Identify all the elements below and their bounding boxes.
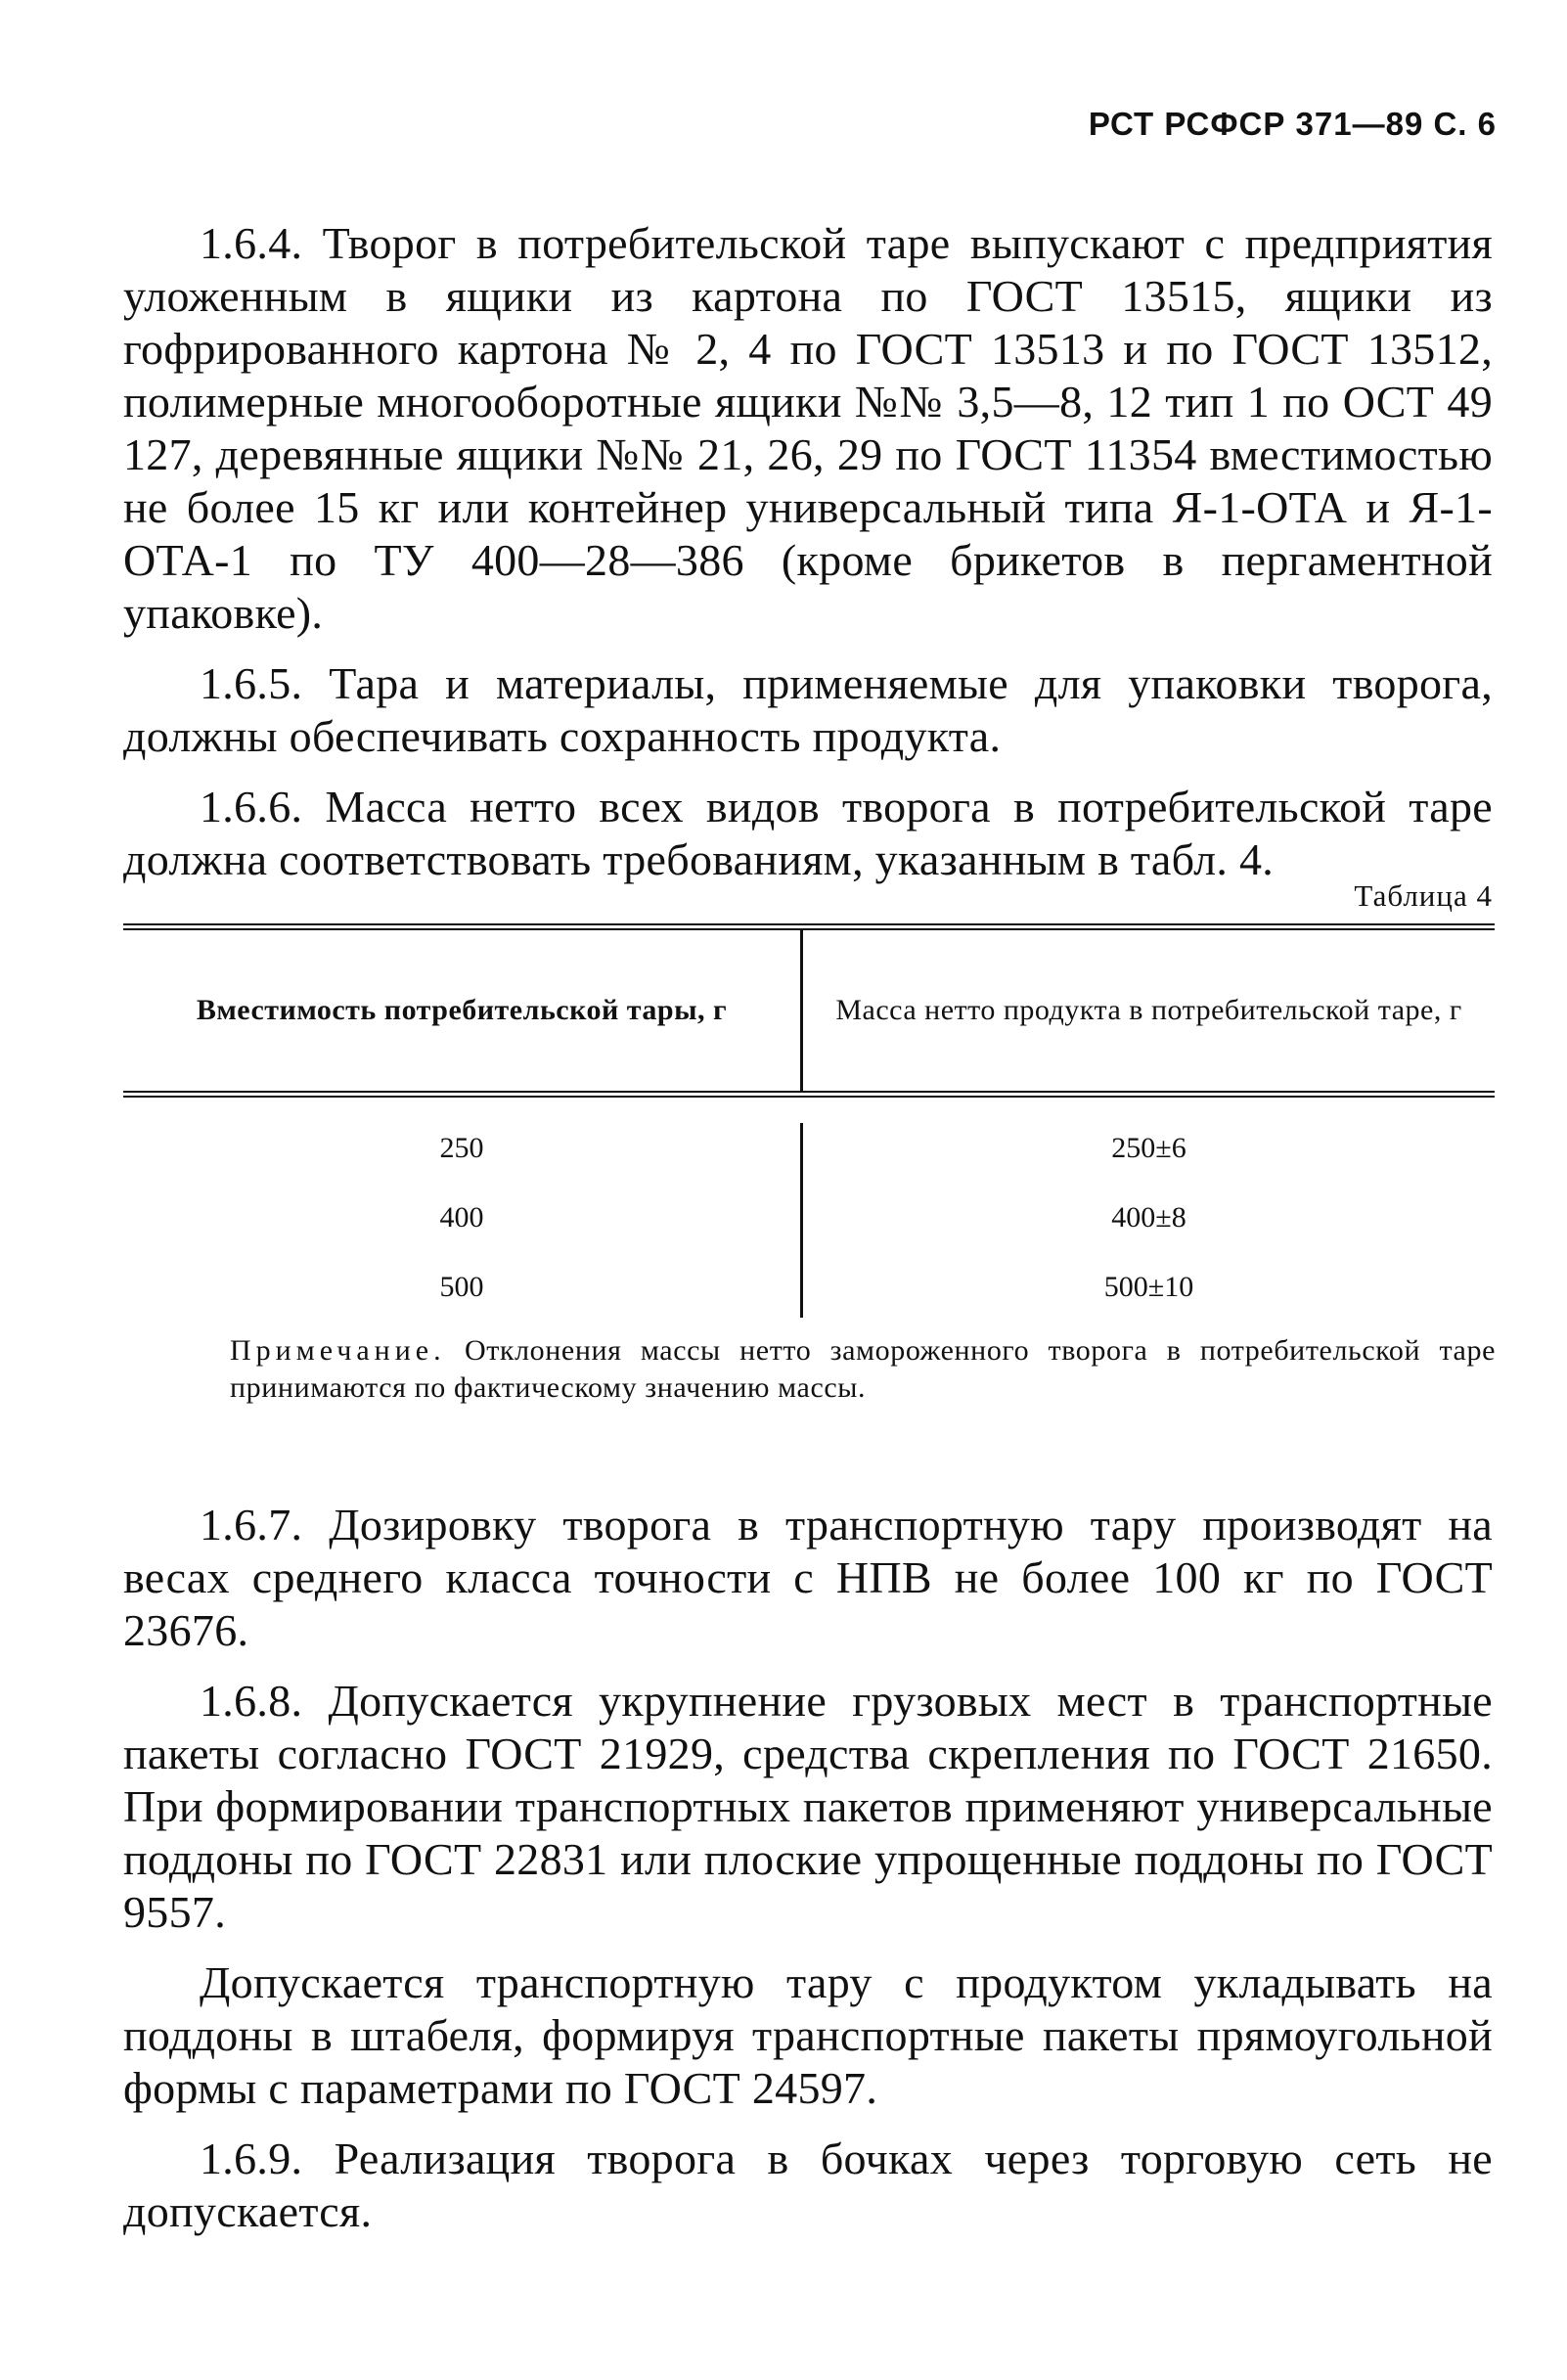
paragraph-1-6-7: 1.6.7. Дозировку творога в транспортную тару производят на весах среднего класса точности с НПВ не более 100 кг по ГОСТ 23676. — [123, 1500, 1493, 1655]
text-block-bottom — [123, 1499, 1493, 2238]
table-body — [123, 1098, 1495, 1335]
paragraph-1-6-5: 1.6.5. Тара и материалы, применяемые для упаковки творога, должны обеспечивать сохранность продукта. — [123, 658, 1493, 761]
paragraph-1-6-6: 1.6.6. Масса нетто всех видов творога в потребительской таре должна соответствовать требованиям, указанным в табл. 4. — [123, 782, 1493, 884]
table-cell: 250±6 — [1111, 1132, 1186, 1164]
table-header-net-mass: Масса нетто продукта в потребительской таре, г — [835, 994, 1462, 1026]
table-title: Таблица 4 — [1354, 878, 1493, 913]
table-column-net-mass — [803, 1113, 1495, 1322]
note-label: Примечание. — [230, 1334, 446, 1367]
table-cell: 500±10 — [1103, 1271, 1194, 1303]
table-cell: 500 — [439, 1271, 484, 1303]
table-4 — [123, 923, 1495, 1335]
paragraph-1-6-9: 1.6.9. Реализация творога в бочках через торговую сеть не допускается. — [123, 2133, 1493, 2236]
paragraph-1-6-8: 1.6.8. Допускается укрупнение грузовых мест в транспортные пакеты согласно ГОСТ 21929, средства скрепления по ГОСТ 21650. При формировании транспортных пакетов применяют универсальные поддоны по ГОСТ 22831 или плоские упрощенные поддоны по ГОСТ 9557. — [123, 1676, 1493, 1937]
table-header-rule — [123, 1091, 1495, 1098]
table-top-rule — [123, 923, 1495, 930]
table-cell: 400±8 — [1111, 1201, 1186, 1234]
table-cell: 250 — [439, 1132, 484, 1164]
table-column-capacity — [123, 1113, 800, 1322]
note-text: Отклонения массы нетто замороженного творога в потребительской таре принимаются по фактическому значению массы. — [230, 1334, 1496, 1404]
paragraph-pallets: Допускается транспортную тару с продуктом укладывать на поддоны в штабеля, формируя транспортные пакеты прямоугольной формы с параметрами по ГОСТ 24597. — [123, 1957, 1493, 2113]
page-header: РСТ РСФСР 371—89 С. 6 — [1088, 106, 1497, 142]
table-header-capacity: Вместимость потребительской тары, г — [196, 994, 728, 1026]
text-block-top — [123, 217, 1493, 886]
table-header-row — [123, 930, 1495, 1091]
table-cell: 400 — [439, 1201, 484, 1234]
paragraph-1-6-4: 1.6.4. Творог в потребительской таре выпускают с предприятия уложенным в ящики из картона по ГОСТ 13515, ящики из гофрированного картона № 2, 4 по ГОСТ 13513 и по ГОСТ 13512, полимерные многооборотные ящики №№ 3,5—8, 12 тип 1 по ОСТ 49 127, деревянные ящики №№ 21, 26, 29 по ГОСТ 11354 вместимостью не более 15 кг или контейнер универсальный типа Я-1-ОТА и Я-1-ОТА-1 по ТУ 400—28—386 (кроме брикетов в пергаментной упаковке). — [123, 218, 1493, 638]
table-note — [230, 1332, 1496, 1407]
